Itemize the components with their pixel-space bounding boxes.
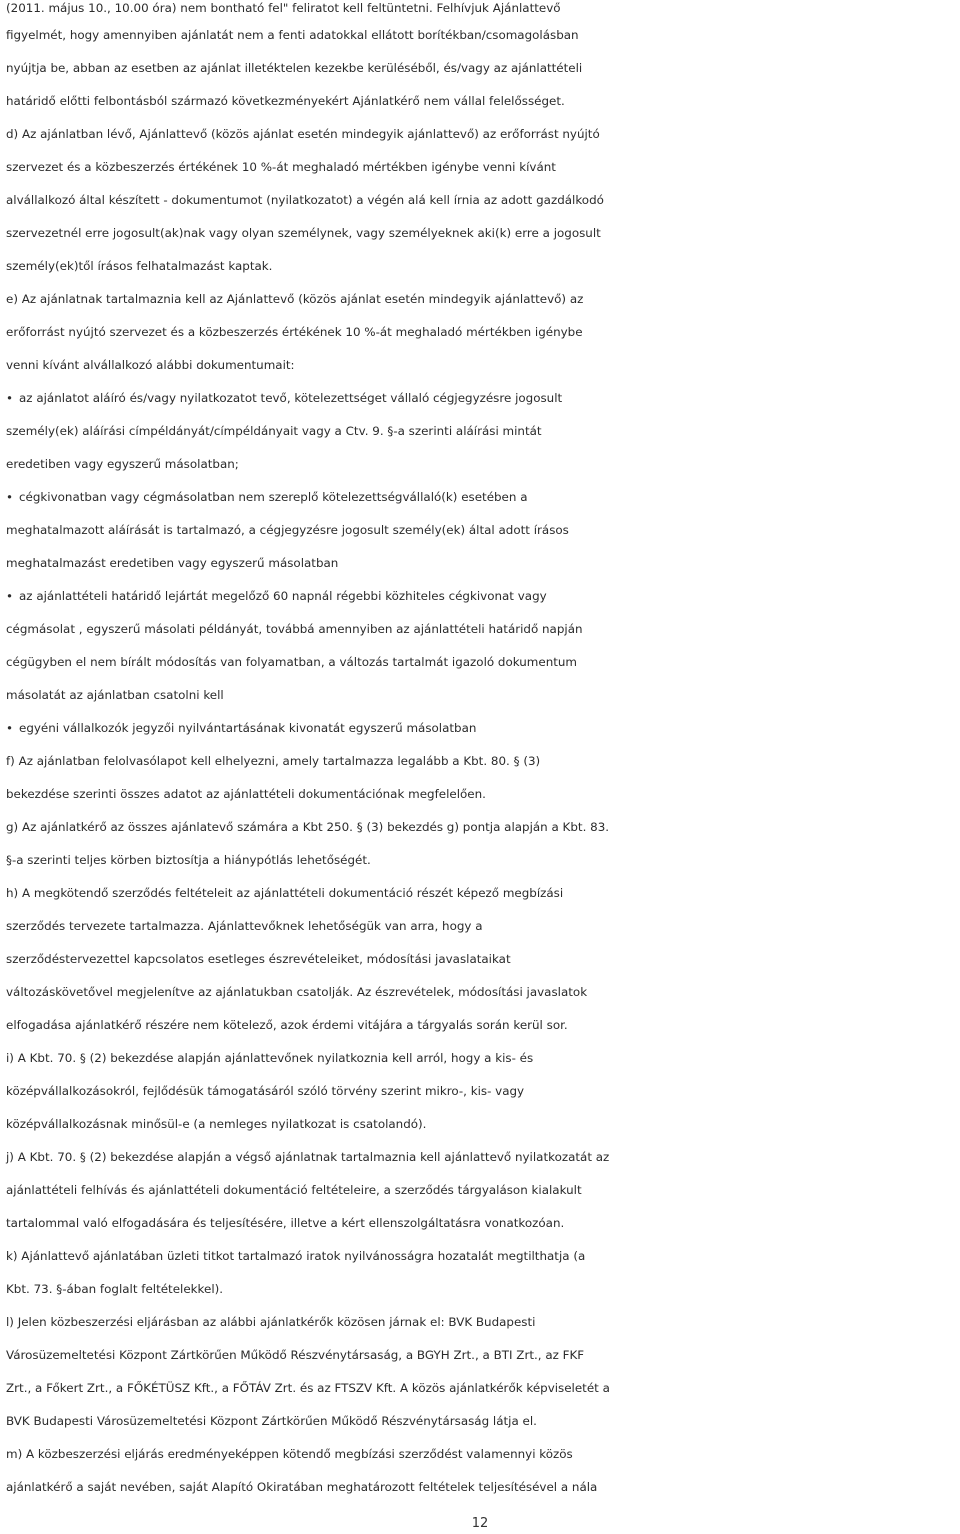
text-line: cégügyben el nem bírált módosítás van folyamatban, a változás tartalmát igazoló dokumentum: [6, 655, 578, 669]
text-line: i) A Kbt. 70. § (2) bekezdése alapján ajánlattevőnek nyilatkoznia kell arról, hogy a kis- és: [6, 1051, 534, 1065]
text-line: j) A Kbt. 70. § (2) bekezdése alapján a végső ajánlatnak tartalmaznia kell ajánlattevő nyilatkozatát az: [6, 1150, 610, 1164]
text-line: szerződés tervezete tartalmazza. Ajánlattevőknek lehetőségük van arra, hogy a: [6, 919, 483, 933]
text-line: Kbt. 73. §-ában foglalt feltételekkel).: [6, 1282, 224, 1296]
page-number: 12: [471, 1516, 489, 1531]
text-line: m) A közbeszerzési eljárás eredményeképpen kötendő megbízási szerződést valamennyi közös: [6, 1447, 573, 1461]
text-line: változáskövetővel megjelenítve az ajánlatukban csatolják. Az észrevételek, módosítási javaslatok: [6, 985, 588, 999]
text-line: szervezetnél erre jogosult(ak)nak vagy olyan személynek, vagy személyeknek aki(k) erre a jogosult: [6, 226, 601, 240]
text-line: elfogadása ajánlatkérő részére nem kötelező, azok érdemi vitájára a tárgyalás során kerül sor.: [6, 1018, 568, 1032]
text-line: tartalommal való elfogadására és teljesítésére, illetve a kért ellenszolgáltatásra vonatkozóan.: [6, 1216, 565, 1230]
text-line: cégmásolat , egyszerű másolati példányát, továbbá amennyiben az ajánlattételi határidő napján: [6, 622, 583, 636]
text-line: bekezdése szerinti összes adatot az ajánlattételi dokumentációnak megfelelően.: [6, 787, 486, 801]
text-line: Zrt., a Főkert Zrt., a FŐKÉTÜSZ Kft., a FŐTÁV Zrt. és az FTSZV Kft. A közös ajánlatkérők képviseletét a: [6, 1381, 610, 1395]
text-line: g) Az ajánlatkérő az összes ajánlatevő számára a Kbt 250. § (3) bekezdés g) pontja alapján a Kbt. 83.: [6, 820, 610, 834]
text-line: h) A megkötendő szerződés feltételeit az ajánlattételi dokumentáció részét képező megbízási: [6, 886, 564, 900]
text-line: k) Ajánlattevő ajánlatában üzleti titkot tartalmazó iratok nyilvánosságra hozatalát megtilthatja (a: [6, 1249, 586, 1263]
text-line: határidő előtti felbontásból származó következményekért Ajánlatkérő nem vállal felelősséget.: [6, 94, 565, 108]
text-line: személy(ek)től írásos felhatalmazást kaptak.: [6, 259, 273, 273]
text-line: ajánlattételi felhívás és ajánlattételi dokumentáció feltételeire, a szerződés tárgyaláson kialakult: [6, 1183, 582, 1197]
text-line: d) Az ajánlatban lévő, Ajánlattevő (közös ajánlat esetén mindegyik ajánlattevő) az erőforrást nyújtó: [6, 127, 600, 141]
document-body: [6, 0, 960, 1504]
text-line: Városüzemeltetési Központ Zártkörűen Működő Részvénytársaság, a BGYH Zrt., a BTI Zrt., az FKF: [6, 1348, 585, 1362]
text-line: eredetiben vagy egyszerű másolatban;: [6, 457, 239, 471]
bullet-item: • az ajánlattételi határidő lejártát megelőző 60 napnál régebbi közhiteles cégkivonat vagy: [6, 580, 960, 613]
text-line: középvállalkozásokról, fejlődésük támogatásáról szóló törvény szerint mikro-, kis- vagy: [6, 1084, 525, 1098]
bullet-item: • cégkivonatban vagy cégmásolatban nem szereplő kötelezettségvállaló(k) esetében a: [6, 481, 960, 514]
text-line: személy(ek) aláírási címpéldányát/címpéldányait vagy a Ctv. 9. §-a szerinti aláírási mintát: [6, 424, 542, 438]
text-line: §-a szerinti teljes körben biztosítja a hiánypótlás lehetőségét.: [6, 853, 371, 867]
text-line: erőforrást nyújtó szervezet és a közbeszerzés értékének 10 %-át meghaladó mértékben igénybe: [6, 325, 583, 339]
text-line: figyelmét, hogy amennyiben ajánlatát nem a fenti adatokkal ellátott borítékban/csomagolásban: [6, 28, 579, 42]
text-line: másolatát az ajánlatban csatolni kell: [6, 688, 224, 702]
text-line: szerződéstervezettel kapcsolatos esetleges észrevételeiket, módosítási javaslataikat: [6, 952, 511, 966]
text-line: e) Az ajánlatnak tartalmaznia kell az Ajánlattevő (közös ajánlat esetén mindegyik ajánlattevő) az: [6, 292, 584, 306]
text-line: meghatalmazást eredetiben vagy egyszerű másolatban: [6, 556, 339, 570]
bullet-item: • az ajánlatot aláíró és/vagy nyilatkozatot tevő, kötelezettséget vállaló cégjegyzésre jogosult: [6, 382, 960, 415]
text-line: l) Jelen közbeszerzési eljárásban az alábbi ajánlatkérők közösen járnak el: BVK Budapesti: [6, 1315, 536, 1329]
text-line: f) Az ajánlatban felolvasólapot kell elhelyezni, amely tartalmazza legalább a Kbt. 80. § (3): [6, 754, 541, 768]
text-line: meghatalmazott aláírását is tartalmazó, a cégjegyzésre jogosult személy(ek) által adott írásos: [6, 523, 569, 537]
text-line: ajánlatkérő a saját nevében, saját Alapító Okiratában meghatározott feltételek teljesítésével a nála: [6, 1480, 598, 1494]
text-line: (2011. május 10., 10.00 óra) nem bontható fel" feliratot kell feltüntetni. Felhívjuk Ajánlattevő: [6, 1, 561, 15]
text-line: venni kívánt alvállalkozó alábbi dokumentumait:: [6, 358, 295, 372]
text-line: középvállalkozásnak minősül-e (a nemleges nyilatkozat is csatolandó).: [6, 1117, 427, 1131]
text-line: nyújtja be, abban az esetben az ajánlat illetéktelen kezekbe kerüléséből, és/vagy az ajánlattételi: [6, 61, 583, 75]
text-line: alvállalkozó által készített - dokumentumot (nyilatkozatot) a végén alá kell írnia az adott gazdálkodó: [6, 193, 604, 207]
text-line: szervezet és a közbeszerzés értékének 10 %-át meghaladó mértékben igénybe venni kívánt: [6, 160, 556, 174]
bullet-item: • egyéni vállalkozók jegyzői nyilvántartásának kivonatát egyszerű másolatban: [6, 712, 960, 745]
text-line: BVK Budapesti Városüzemeltetési Központ Zártkörűen Működő Részvénytársaság látja el.: [6, 1414, 537, 1428]
